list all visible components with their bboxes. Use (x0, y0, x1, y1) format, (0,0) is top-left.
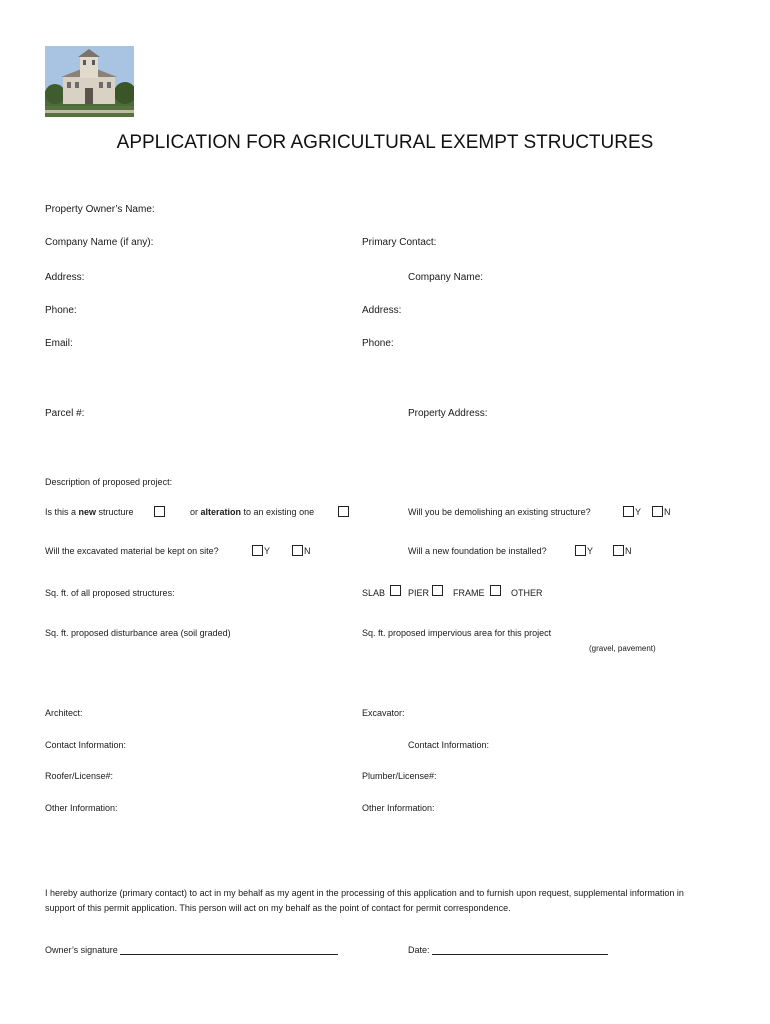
new-structure-checkbox[interactable] (154, 506, 165, 517)
foundation-yes-label: Y (587, 546, 594, 556)
new-prefix: Is this a (45, 507, 79, 517)
parcel-label: Parcel #: (45, 408, 85, 419)
alt-bold: alteration (200, 507, 242, 517)
impervious-area-label: Sq. ft. proposed impervious area for this project (362, 628, 552, 638)
other-info-label: Other Information: (45, 803, 118, 813)
impervious-note: (gravel, pavement) (589, 644, 656, 653)
plumber-label: Plumber/License#: (362, 771, 437, 781)
project-description-label: Description of proposed project: (45, 477, 173, 487)
owner-email-label: Email: (45, 338, 73, 349)
new-structure-question (45, 507, 134, 517)
date-line[interactable] (432, 954, 608, 955)
signature-line[interactable] (120, 954, 338, 955)
contact-address-label: Address: (362, 305, 402, 316)
foundation-no-label: N (625, 546, 632, 556)
primary-contact-label: Primary Contact: (362, 237, 437, 248)
contact-company-label: Company Name: (408, 272, 484, 283)
excavated-yes-checkbox[interactable] (252, 545, 263, 556)
pier-checkbox[interactable] (432, 585, 443, 596)
foundation-no-checkbox[interactable] (613, 545, 624, 556)
foundation-yes-checkbox[interactable] (575, 545, 586, 556)
owner-name-label: Property Owner’s Name: (45, 204, 155, 215)
signature-row (45, 945, 338, 955)
alt-prefix: or (190, 507, 201, 517)
contact-phone-label: Phone: (362, 338, 394, 349)
slab-label: SLAB (362, 588, 386, 598)
excavated-question: Will the excavated material be kept on site? (45, 546, 219, 556)
new-suffix: structure (96, 507, 134, 517)
property-address-label: Property Address: (408, 408, 488, 419)
alteration-checkbox[interactable] (338, 506, 349, 517)
excavated-no-checkbox[interactable] (292, 545, 303, 556)
signature-label: Owner’s signature (45, 945, 118, 955)
alteration-question (190, 507, 314, 517)
architect-label: Architect: (45, 708, 83, 718)
roofer-label: Roofer/License#: (45, 771, 114, 781)
excavator-contact-label: Contact Information: (408, 740, 490, 750)
excavator-label: Excavator: (362, 708, 405, 718)
owner-phone-label: Phone: (45, 305, 77, 316)
excavated-no-label: N (304, 546, 311, 556)
owner-company-label: Company Name (if any): (45, 237, 154, 248)
date-label: Date: (408, 945, 430, 955)
excavated-yes-label: Y (264, 546, 271, 556)
slab-checkbox[interactable] (390, 585, 401, 596)
alt-suffix: to an existing one (241, 507, 315, 517)
owner-address-label: Address: (45, 272, 85, 283)
frame-label: FRAME (453, 588, 485, 598)
disturbance-area-label: Sq. ft. proposed disturbance area (soil graded) (45, 628, 231, 638)
date-row (408, 945, 608, 955)
other-info-label-2: Other Information: (362, 803, 435, 813)
demolish-question: Will you be demolishing an existing structure? (408, 507, 591, 517)
page-title: APPLICATION FOR AGRICULTURAL EXEMPT STRUCTURES (116, 132, 654, 153)
other-label: OTHER (511, 588, 543, 598)
demolish-no-label: N (664, 507, 671, 517)
demolish-no-checkbox[interactable] (652, 506, 663, 517)
architect-contact-label: Contact Information: (45, 740, 127, 750)
new-bold: new (78, 507, 97, 517)
pier-label: PIER (408, 588, 430, 598)
frame-checkbox[interactable] (490, 585, 501, 596)
foundation-question: Will a new foundation be installed? (408, 546, 547, 556)
demolish-yes-checkbox[interactable] (623, 506, 634, 517)
demolish-yes-label: Y (635, 507, 642, 517)
courthouse-logo-image (45, 46, 134, 117)
sqft-structures-label: Sq. ft. of all proposed structures: (45, 588, 175, 598)
authorization-paragraph: I hereby authorize (primary contact) to act in my behalf as my agent in the processing of this application and to furnish upon request, supplemental information in support of this permit application. This person will act on my behalf as the point of contact for permit correspondence. (45, 888, 684, 913)
